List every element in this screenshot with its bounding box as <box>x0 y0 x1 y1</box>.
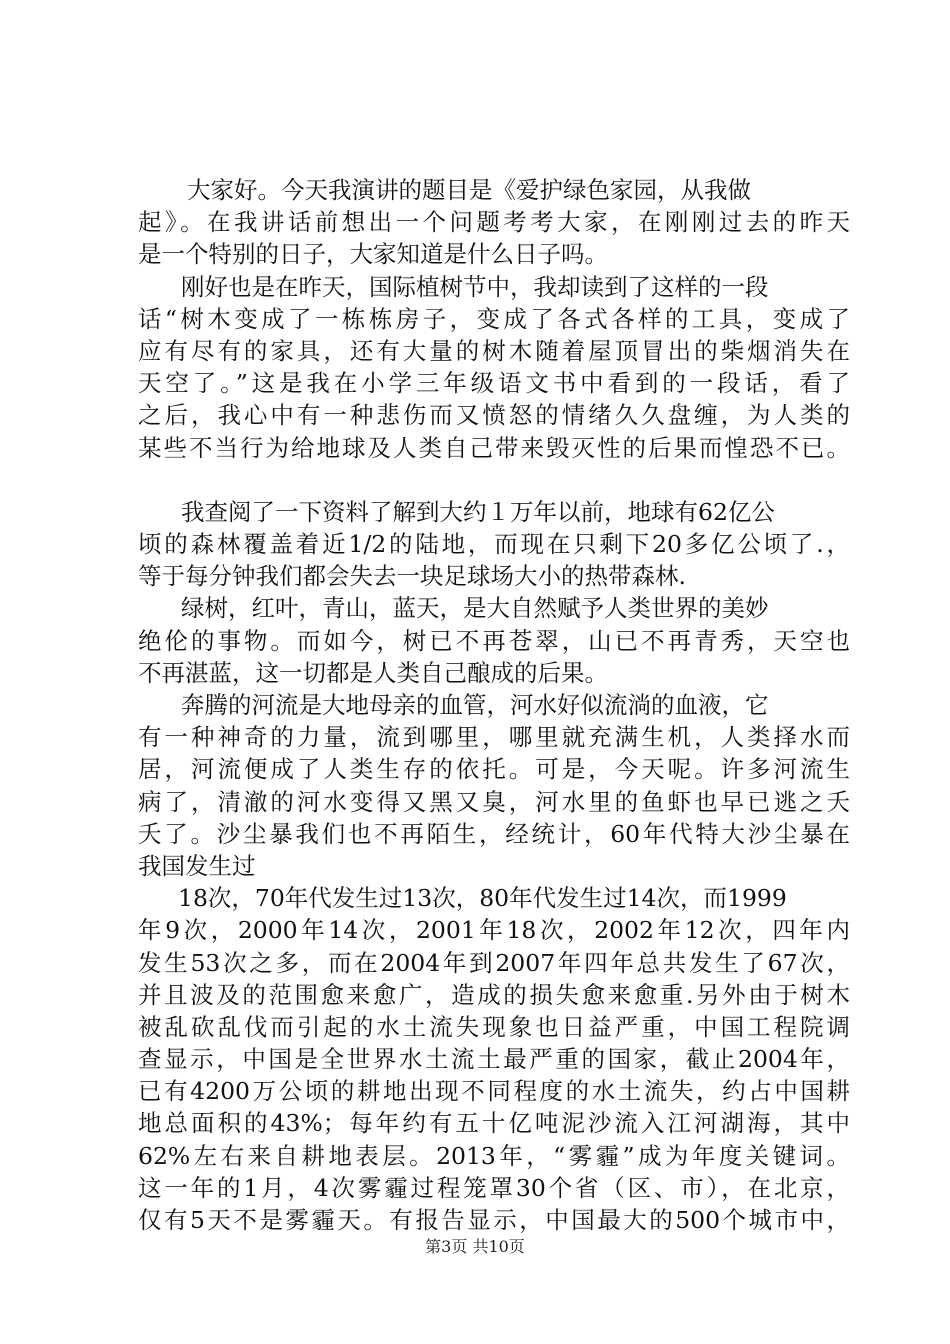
text-line: 我查阅了一下资料了解到大约１万年以前，地球有62亿公 <box>181 497 775 526</box>
text-line: 刚好也是在昨天，国际植树节中，我却读到了这样的一段 <box>181 272 769 301</box>
text-line: 居，河流便成了人类生存的依托。可是，今天呢。许多河流生 <box>138 755 850 784</box>
page-number-footer: 第3页 共10页 <box>425 1237 525 1256</box>
text-line: 等于每分钟我们都会失去一块足球场大小的热带森林. <box>138 562 686 591</box>
text-line: 话“树木变成了一栋栋房子，变成了各式各样的工具，变成了 <box>138 304 850 333</box>
text-line: 有一种神奇的力量，流到哪里，哪里就充满生机，人类择水而 <box>138 723 850 752</box>
text-line: 我国发生过 <box>138 851 256 880</box>
text-line: 应有尽有的家具，还有大量的树木随着屋顶冒出的柴烟消失在 <box>138 336 850 365</box>
text-line: 起》。在我讲话前想出一个问题考考大家，在刚刚过去的昨天 <box>138 208 850 237</box>
text-line: 之后，我心中有一种悲伤而又愤怒的情绪久久盘缠，为人类的 <box>138 401 850 430</box>
text-line: 发生53次之多，而在2004年到2007年四年总共发生了67次， <box>138 948 850 977</box>
text-line: 查显示，中国是全世界水土流土最严重的国家，截止2004年， <box>138 1045 850 1074</box>
text-line: 已有4200万公顷的耕地出现不同程度的水土流失，约占中国耕 <box>138 1077 850 1106</box>
text-line: 年9次，2000年14次，2001年18次，2002年12次，四年内 <box>138 916 850 945</box>
text-line: 18次，70年代发生过13次，80年代发生过14次，而1999 <box>178 884 787 913</box>
text-line: 夭了。沙尘暴我们也不再陌生，经统计，60年代特大沙尘暴在 <box>138 819 850 848</box>
text-line: 天空了。”这是我在小学三年级语文书中看到的一段话，看了 <box>138 369 850 398</box>
text-line: 地总面积的43%；每年约有五十亿吨泥沙流入江河湖海，其中 <box>138 1109 850 1138</box>
paragraph-gap <box>138 464 850 496</box>
text-line: 不再湛蓝，这一切都是人类自己酿成的后果。 <box>138 658 608 687</box>
text-line: 绝伦的事物。而如今，树已不再苍翠，山已不再青秀，天空也 <box>138 626 850 655</box>
text-line: 这一年的1月，4次雾霾过程笼罩30个省（区、市），在北京， <box>138 1173 850 1202</box>
text-line: 绿树，红叶，青山，蓝天，是大自然赋予人类世界的美妙 <box>181 594 769 623</box>
document-body <box>138 174 850 1236</box>
text-line: 某些不当行为给地球及人类自己带来毁灭性的后果而惶恐不已。 <box>138 433 850 462</box>
text-line: 并且波及的范围愈来愈广，造成的损失愈来愈重.另外由于树木 <box>138 980 850 1009</box>
text-line: 奔腾的河流是大地母亲的血管，河水好似流淌的血液，它 <box>181 691 769 719</box>
text-line: 顷的森林覆盖着近1/2的陆地，而现在只剩下20多亿公顷了.， <box>138 530 850 559</box>
text-line: 病了，清澈的河水变得又黑又臭，河水里的鱼虾也早已逃之夭 <box>138 787 850 816</box>
text-line: 仅有5天不是雾霾天。有报告显示，中国最大的500个城市中， <box>138 1206 850 1234</box>
text-line: 是一个特别的日子，大家知道是什么日子吗。 <box>138 240 608 269</box>
text-line: 被乱砍乱伐而引起的水土流失现象也日益严重，中国工程院调 <box>138 1012 850 1041</box>
text-line: 大家好。今天我演讲的题目是《爱护绿色家园，从我做 <box>187 176 751 204</box>
text-line: 62%左右来自耕地表层。2013年，“雾霾”成为年度关键词。 <box>138 1141 850 1170</box>
